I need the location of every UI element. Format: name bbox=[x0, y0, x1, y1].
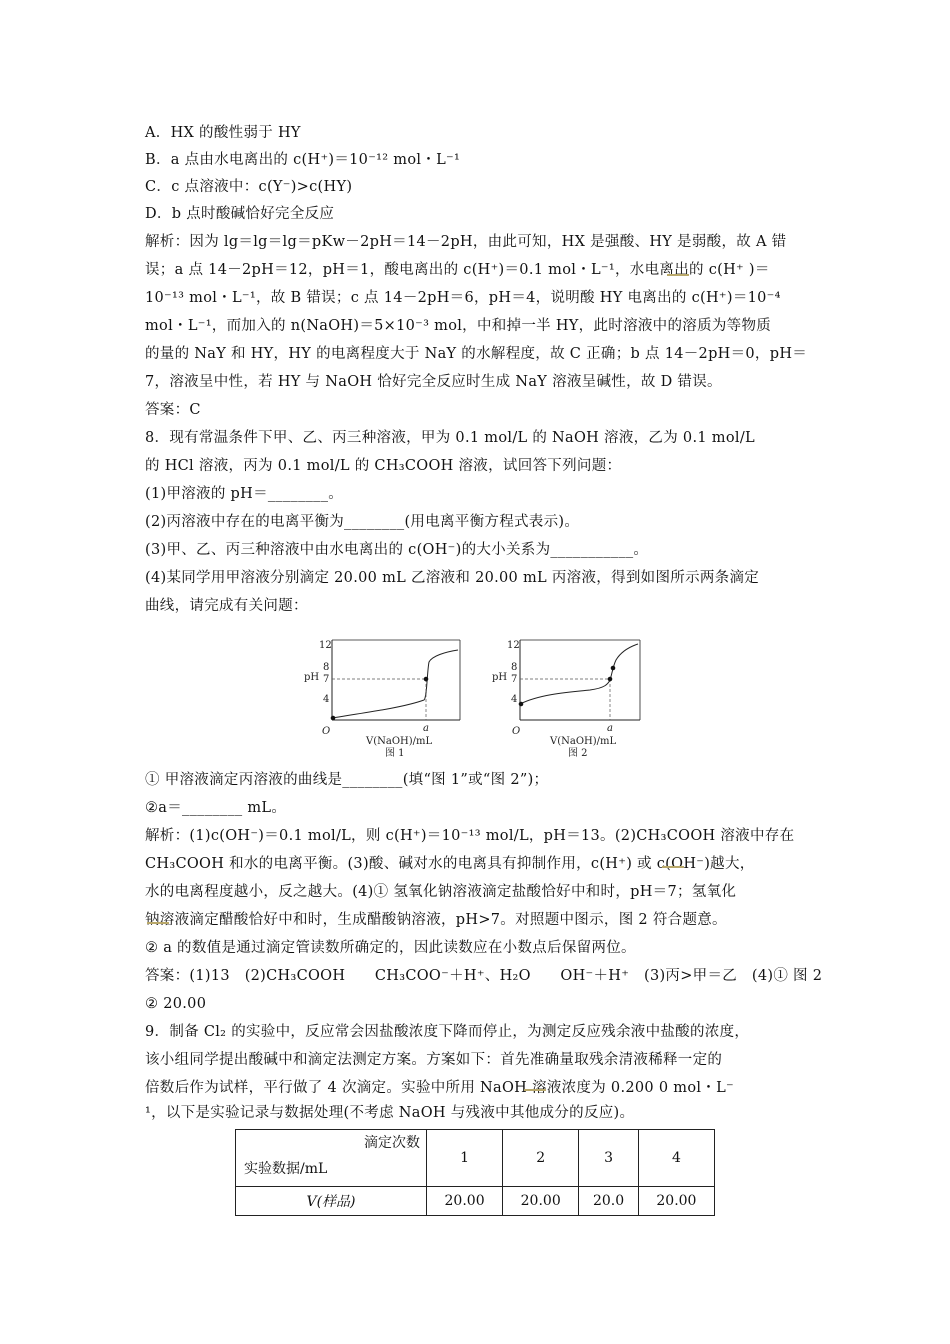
question-line: (2)丙溶液中存在的电离平衡为________(用电离平衡方程式表示)。 bbox=[145, 514, 580, 530]
fig2-xtick: a bbox=[607, 723, 613, 734]
fig2-caption: 图 2 bbox=[568, 748, 588, 759]
answer-line: 答案：C bbox=[145, 402, 201, 418]
fig2-ytick-8: 8 bbox=[511, 662, 518, 673]
table-cell: 20.00 bbox=[427, 1187, 503, 1216]
analysis-line: 7，溶液呈中性，若 HY 与 NaOH 恰好完全反应时生成 NaY 溶液呈碱性，故 D 错误。 bbox=[145, 374, 722, 390]
fig2-ytick-4: 4 bbox=[511, 694, 518, 705]
option-a: A．HX 的酸性弱于 HY bbox=[145, 125, 301, 141]
question-line: (1)甲溶液的 pH＝________。 bbox=[145, 486, 344, 502]
analysis-line: 误；a 点 14－2pH＝12，pH＝1，酸电离出的 c(H⁺)＝0.1 mol・L⁻¹，水电离出的 c(H⁺ )＝ bbox=[145, 262, 770, 278]
fig1-caption: 图 1 bbox=[385, 748, 405, 759]
question-line: 的 HCl 溶液，丙为 0.1 mol/L 的 CH₃COOH 溶液，试回答下列问题： bbox=[145, 458, 622, 474]
table-cell: 20.00 bbox=[638, 1187, 714, 1216]
fig2-origin: O bbox=[512, 726, 521, 737]
figure-2 bbox=[492, 640, 640, 759]
analysis-line: ② a 的数值是通过滴定管读数所确定的，因此读数应在小数点后保留两位。 bbox=[145, 940, 636, 956]
fig1-xtick: a bbox=[423, 723, 429, 734]
question-sub: ②a＝________ mL。 bbox=[145, 800, 287, 816]
column-header: 2 bbox=[503, 1130, 579, 1187]
row-label: V(样品) bbox=[236, 1187, 427, 1216]
question-line: ¹，以下是实验记录与数据处理(不考虑 NaOH 与残液中其他成分的反应)。 bbox=[145, 1105, 635, 1121]
question-line: 倍数后作为试样，平行做了 4 次滴定。实验中所用 NaOH 溶液浓度为 0.200 0 mol・L⁻ bbox=[145, 1080, 734, 1096]
fig2-ylabel: pH bbox=[492, 672, 508, 683]
analysis-line: CH₃COOH 和水的电离平衡。(3)酸、碱对水的电离具有抑制作用，c(H⁺) 或 c(OH⁻)越大， bbox=[145, 856, 755, 872]
fig2-ytick-7: 7 bbox=[511, 674, 518, 685]
analysis-line: 解析：(1)c(OH⁻)＝0.1 mol/L，则 c(H⁺)＝10⁻¹³ mol/L，pH＝13。(2)CH₃COOH 溶液中存在 bbox=[145, 828, 795, 844]
question-sub: ① 甲溶液滴定丙溶液的曲线是________(填“图 1”或“图 2”)； bbox=[145, 772, 549, 788]
option-c: C．c 点溶液中：c(Y⁻)>c(HY) bbox=[145, 179, 353, 195]
question-line: (3)甲、乙、丙三种溶液中由水电离出的 c(OH⁻)的大小关系为___________。 bbox=[145, 542, 649, 558]
analysis-line: 解析：因为 lg＝lg＝lg＝pKw－2pH＝14－2pH，由此可知，HX 是强酸、HY 是弱酸，故 A 错 bbox=[145, 234, 787, 250]
fig2-xlabel: V(NaOH)/mL bbox=[550, 736, 617, 747]
analysis-line: mol・L⁻¹，而加入的 n(NaOH)＝5×10⁻³ mol，中和掉一半 HY，此时溶液中的溶质为等物质 bbox=[145, 318, 772, 334]
column-header: 1 bbox=[427, 1130, 503, 1187]
titration-data-table bbox=[235, 1129, 715, 1216]
column-header: 3 bbox=[579, 1130, 639, 1187]
analysis-line: 水的电离程度越小，反之越大。(4)① 氢氧化钠溶液滴定盐酸恰好中和时，pH＝7；氢氧化 bbox=[145, 884, 737, 900]
fig1-ytick-4: 4 bbox=[323, 694, 330, 705]
fig1-ytick-7: 7 bbox=[323, 674, 330, 685]
table-cell: 20.00 bbox=[503, 1187, 579, 1216]
table-row bbox=[236, 1187, 715, 1216]
question-line: 曲线，请完成有关问题： bbox=[145, 598, 308, 614]
table-header-row bbox=[236, 1130, 715, 1187]
fig1-ylabel: pH bbox=[304, 672, 320, 683]
analysis-line: 钠溶液滴定醋酸恰好中和时，生成醋酸钠溶液，pH>7。对照题中图示，图 2 符合题意。 bbox=[145, 912, 727, 928]
question-line: 该小组同学提出酸碱中和滴定法测定方案。方案如下：首先准确量取残余清液稀释一定的 bbox=[145, 1052, 723, 1068]
question-line: (4)某同学用甲溶液分别滴定 20.00 mL 乙溶液和 20.00 mL 丙溶液，得到如图所示两条滴定 bbox=[145, 570, 760, 586]
figure-1 bbox=[304, 640, 460, 759]
question-9: 9．制备 Cl₂ 的实验中，反应常会因盐酸浓度下降而停止，为测定反应残余液中盐酸的浓度， bbox=[145, 1024, 750, 1040]
scan-mark bbox=[662, 860, 684, 868]
fig1-ytick-12: 12 bbox=[319, 640, 332, 651]
table-cell: 20.0 bbox=[579, 1187, 639, 1216]
table-corner-header bbox=[236, 1130, 427, 1187]
scan-mark bbox=[147, 916, 169, 924]
header-top-label: 滴定次数 bbox=[364, 1135, 420, 1151]
analysis-line: 10⁻¹³ mol・L⁻¹，故 B 错误；c 点 14－2pH＝6，pH＝4，说明酸 HY 电离出的 c(H⁺)＝10⁻⁴ bbox=[145, 290, 781, 306]
header-bottom-label: 实验数据/mL bbox=[244, 1161, 328, 1177]
answer-line: ② 20.00 bbox=[145, 996, 207, 1012]
scan-mark bbox=[667, 268, 689, 276]
fig1-xlabel: V(NaOH)/mL bbox=[366, 736, 433, 747]
analysis-line: 的量的 NaY 和 HY，HY 的电离程度大于 NaY 的水解程度，故 C 正确；b 点 14－2pH＝0，pH＝ bbox=[145, 346, 808, 362]
option-b: B．a 点由水电离出的 c(H⁺)＝10⁻¹² mol・L⁻¹ bbox=[145, 152, 461, 168]
answer-line: 答案：(1)13 (2)CH₃COOH CH₃COO⁻＋H⁺、H₂O OH⁻＋H⁺ (3)丙>甲＝乙 (4)① 图 2 bbox=[145, 968, 823, 984]
scan-mark bbox=[524, 1083, 546, 1091]
fig1-ytick-8: 8 bbox=[323, 662, 330, 673]
titration-figures bbox=[300, 632, 650, 762]
question-8: 8．现有常温条件下甲、乙、丙三种溶液，甲为 0.1 mol/L 的 NaOH 溶液，乙为 0.1 mol/L bbox=[145, 430, 755, 446]
fig2-ytick-12: 12 bbox=[507, 640, 520, 651]
column-header: 4 bbox=[638, 1130, 714, 1187]
fig1-origin: O bbox=[322, 726, 331, 737]
option-d: D．b 点时酸碱恰好完全反应 bbox=[145, 206, 335, 222]
